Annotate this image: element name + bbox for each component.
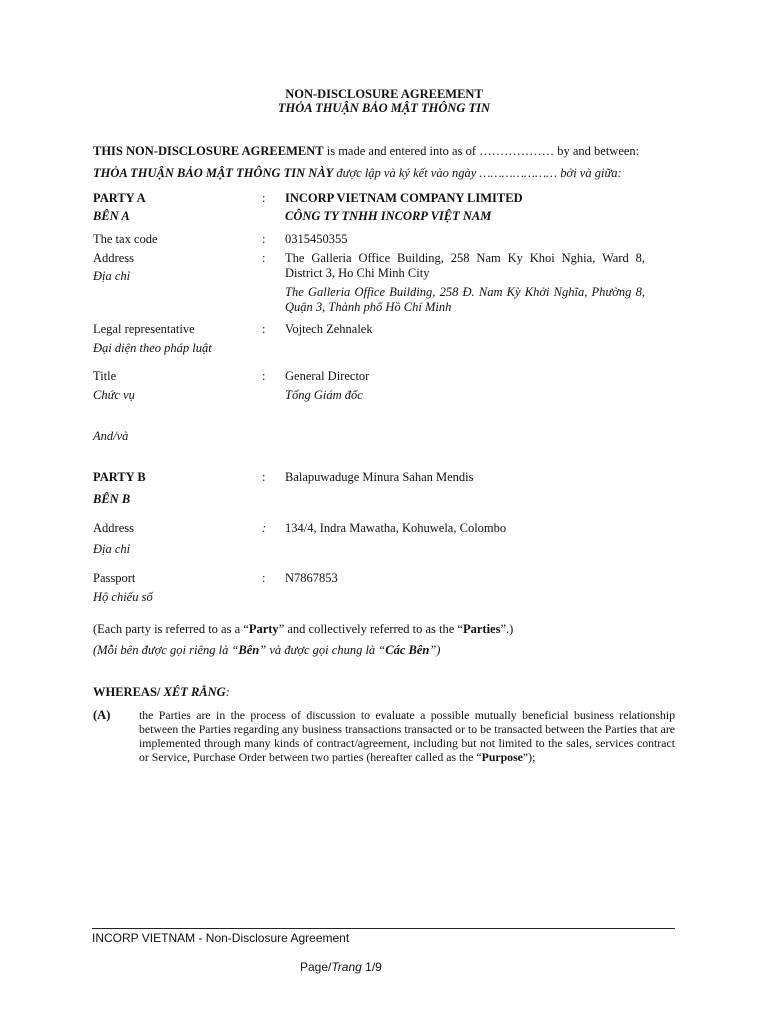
party-a-colon: :	[262, 191, 266, 205]
each-party-en	[93, 622, 513, 637]
intro-en-rest: is made and entered into as of ……………… by and between:	[323, 144, 640, 158]
legal-rep-label-vi: Đại diện theo pháp luật	[93, 341, 212, 355]
party-b-label: PARTY B	[93, 470, 146, 484]
party-a-label-vi: BÊN A	[93, 209, 130, 223]
item-a-text-1: the Parties are in the process of discussion to evaluate a possible mutually beneficial business relationship between the Parties regarding any business transactions transacted or to be transacted between the Parties that are implemented through many kinds of contract/agreement, including but not limited to the sales, services contract or Service, Purchase Order between two parties (hereafter called as the “	[139, 708, 675, 764]
party-b-address-label: Address	[93, 521, 134, 535]
party-a-address-label: Address	[93, 251, 134, 265]
footer-page	[300, 960, 382, 974]
title-value-vi: Tổng Giám đốc	[285, 388, 363, 402]
term-parties: Parties	[462, 622, 501, 636]
each-party-vi-1: (Mỗi bên được gọi riêng là “	[93, 643, 239, 657]
tax-code-label: The tax code	[93, 232, 158, 246]
whereas-heading	[93, 685, 230, 700]
party-a-address-label-vi: Địa chỉ	[93, 269, 131, 283]
footer-rule	[92, 928, 675, 929]
item-a-label: (A)	[93, 708, 111, 722]
title-vi: THỎA THUẬN BẢO MẬT THÔNG TIN	[277, 101, 491, 115]
intro-en-bold: THIS NON-DISCLOSURE AGREEMENT	[93, 144, 324, 158]
title-label-vi: Chức vụ	[93, 388, 135, 402]
tax-code-colon: :	[262, 232, 266, 246]
each-party-vi-3: ”)	[429, 643, 441, 657]
party-a-name-vi: CÔNG TY TNHH INCORP VIỆT NAM	[285, 209, 492, 223]
footer-page-num: 1/9	[361, 960, 382, 974]
each-party-en-3: ”.)	[500, 622, 514, 636]
party-b-address-value: 134/4, Indra Mawatha, Kohuwela, Colombo	[285, 521, 507, 535]
party-b-colon: :	[262, 470, 266, 484]
and-text: And/và	[93, 429, 129, 443]
tax-code-value: 0315450355	[285, 232, 348, 246]
party-a-label: PARTY A	[93, 191, 146, 205]
intro-vi	[93, 166, 622, 181]
whereas-heading-vi: XÉT RẰNG	[163, 685, 226, 699]
term-party: Party	[248, 622, 279, 636]
title-label: Title	[93, 369, 117, 383]
intro-vi-rest: được lập và ký kết vào ngày ………………… bởi và giữa:	[333, 166, 622, 180]
each-party-en-1: (Each party is referred to as a “	[93, 622, 249, 636]
party-b-address-colon: :	[262, 521, 267, 535]
party-a-address-colon: :	[262, 251, 266, 265]
passport-label-vi: Hộ chiếu số	[93, 590, 153, 604]
title-colon: :	[262, 369, 266, 383]
footer-page-vi: Trang	[331, 960, 362, 974]
legal-rep-colon: :	[262, 322, 266, 336]
legal-rep-value: Vojtech Zehnalek	[285, 322, 373, 336]
each-party-en-2: ” and collectively referred to as the “	[278, 622, 463, 636]
passport-colon: :	[262, 571, 266, 585]
footer-company: INCORP VIETNAM - Non-Disclosure Agreement	[92, 931, 350, 945]
term-ben: Bên	[238, 643, 260, 657]
party-b-label-vi: BÊN B	[93, 492, 131, 506]
party-a-name-en: INCORP VIETNAM COMPANY LIMITED	[285, 191, 523, 205]
party-a-address-en: The Galleria Office Building, 258 Nam Ky Khoi Nghia, Ward 8, District 3, Ho Chi Minh City	[285, 251, 645, 280]
whereas-heading-colon: :	[225, 685, 230, 699]
item-a-text	[139, 708, 675, 764]
term-purpose: Purpose	[481, 750, 523, 764]
passport-label: Passport	[93, 571, 136, 585]
each-party-vi	[93, 643, 440, 658]
passport-value: N7867853	[285, 571, 338, 585]
title-value-en: General Director	[285, 369, 370, 383]
intro-en	[93, 144, 639, 159]
title-en: NON-DISCLOSURE AGREEMENT	[285, 87, 483, 101]
item-a-text-2: ”);	[522, 750, 536, 764]
intro-vi-bold: THỎA THUẬN BẢO MẬT THÔNG TIN NÀY	[93, 166, 334, 180]
term-cac-ben: Các Bên	[385, 643, 430, 657]
whereas-heading-en: WHEREAS/	[93, 685, 164, 699]
footer-page-en: Page/	[300, 960, 332, 974]
party-a-address-vi: The Galleria Office Building, 258 Đ. Nam Kỳ Khởi Nghĩa, Phường 8, Quận 3, Thành phố Hồ Chí Minh	[285, 285, 645, 314]
each-party-vi-2: ” và được gọi chung là “	[259, 643, 386, 657]
party-b-address-label-vi: Địa chỉ	[93, 542, 131, 556]
party-b-name: Balapuwaduge Minura Sahan Mendis	[285, 470, 474, 484]
legal-rep-label: Legal representative	[93, 322, 195, 336]
